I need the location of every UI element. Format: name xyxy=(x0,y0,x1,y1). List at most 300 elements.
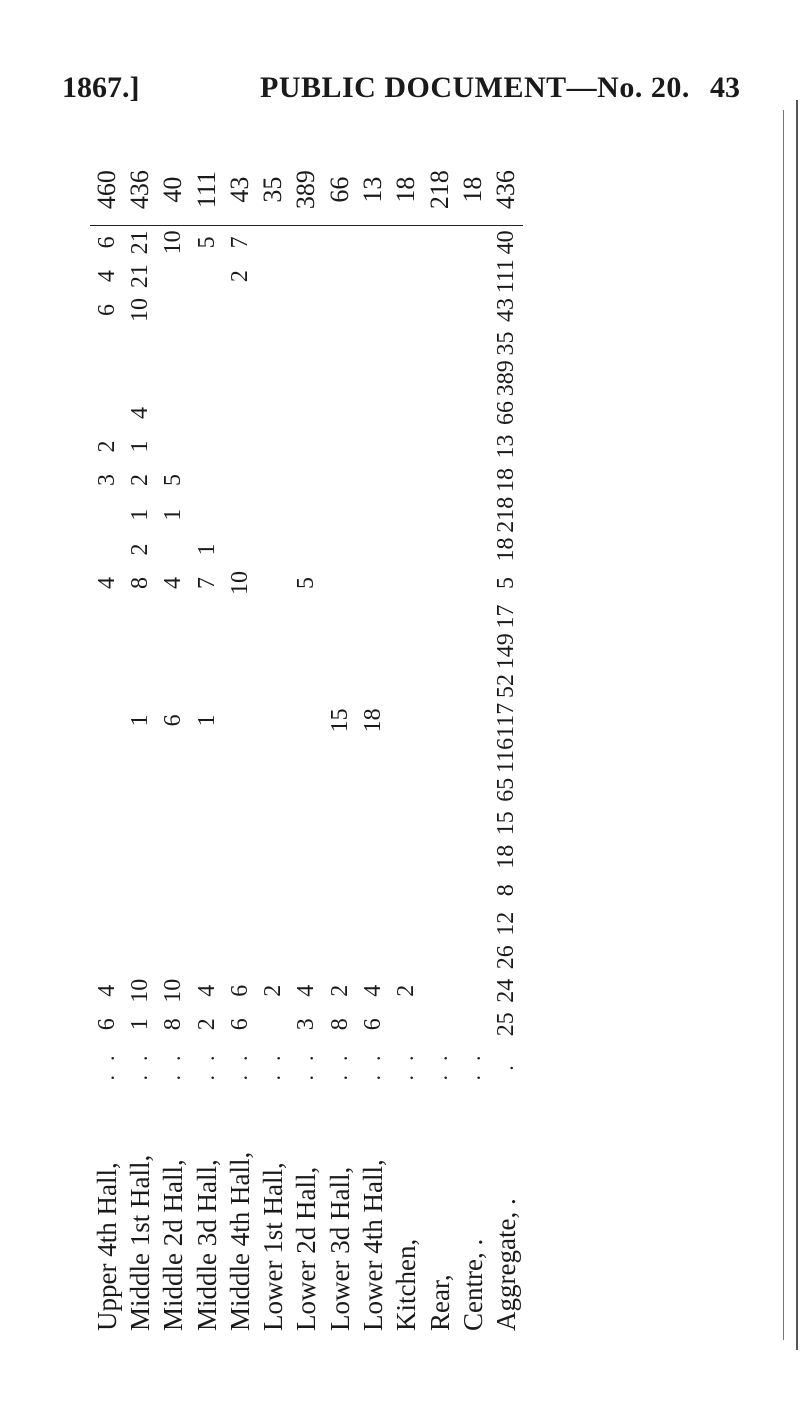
table-cell xyxy=(256,669,289,703)
row-label: Rear, xyxy=(424,1274,455,1331)
table-cell xyxy=(256,907,289,941)
table-cell xyxy=(290,533,323,567)
table-cell: 8 xyxy=(160,1018,187,1031)
table-cell xyxy=(323,738,356,773)
row-label: Kitchen, xyxy=(391,1238,422,1331)
table-cell xyxy=(157,600,190,634)
table-cell xyxy=(390,566,423,600)
table-cell xyxy=(90,907,123,941)
table-row xyxy=(490,155,523,1335)
table-cell xyxy=(157,874,190,908)
table-cell xyxy=(456,497,489,533)
table-cell xyxy=(190,360,223,396)
table-cell xyxy=(157,633,190,669)
table-row xyxy=(356,155,389,1335)
table-cell xyxy=(256,773,289,807)
table-cell: 1 xyxy=(193,543,220,556)
table-cell: 18 xyxy=(493,844,520,869)
row-leader-dots: .. xyxy=(459,1041,485,1081)
table-cell xyxy=(223,463,256,497)
table-cell xyxy=(456,430,489,464)
row-label: Middle 4th Hall, xyxy=(224,1151,255,1331)
table-cell xyxy=(123,669,156,703)
table-cell xyxy=(256,327,289,361)
table-cell xyxy=(323,430,356,464)
table-cell xyxy=(123,327,156,361)
table-cell: 10 xyxy=(126,298,153,323)
table-cell xyxy=(123,840,156,874)
page-header-title: PUBLIC DOCUMENT—No. 20. xyxy=(260,71,690,104)
table-cell: 24 xyxy=(493,978,520,1003)
table-cell xyxy=(390,533,423,567)
table-cell xyxy=(223,360,256,396)
table-cell xyxy=(190,600,223,634)
table-cell xyxy=(157,430,190,464)
row-leader-dots: . xyxy=(493,1051,519,1071)
table-cell xyxy=(356,430,389,464)
table-cell: 111 xyxy=(493,259,520,294)
table-cell: 5 xyxy=(293,577,320,590)
table-cell: 10 xyxy=(126,978,153,1003)
table-cell xyxy=(290,600,323,634)
table-row xyxy=(456,155,489,1335)
table-cell xyxy=(423,430,456,464)
table-cell xyxy=(390,941,423,975)
table-cell: 40 xyxy=(493,230,520,255)
table-cell: 52 xyxy=(493,674,520,699)
table-cell xyxy=(423,566,456,600)
table-cell xyxy=(123,907,156,941)
table-cell xyxy=(256,396,289,430)
table-cell: 2 xyxy=(226,270,253,283)
row-label: Middle 3d Hall, xyxy=(191,1159,222,1331)
table-cell: 1 xyxy=(160,508,187,521)
row-label: Centre, . xyxy=(457,1238,488,1331)
table-cell xyxy=(190,259,223,293)
table-cell xyxy=(90,327,123,361)
table-cell xyxy=(223,633,256,669)
table-cell: 4 xyxy=(93,984,120,997)
table-cell xyxy=(157,907,190,941)
table-cell xyxy=(323,225,356,259)
table-cell xyxy=(390,669,423,703)
table-row xyxy=(290,155,323,1335)
table-cell xyxy=(290,225,323,259)
table-cell xyxy=(157,773,190,807)
table-cell: 21 xyxy=(126,230,153,255)
table-cell xyxy=(390,396,423,430)
row-label: Upper 4th Hall, xyxy=(91,1162,122,1331)
table-cell: 2 xyxy=(326,984,353,997)
row-total: 460 xyxy=(90,155,123,226)
table-cell xyxy=(190,430,223,464)
right-inner-rule xyxy=(783,110,784,1340)
row-leader-dots: .. xyxy=(93,1041,119,1081)
table-row xyxy=(423,155,456,1335)
table-cell: 4 xyxy=(126,407,153,420)
table-cell xyxy=(390,600,423,634)
table-cell xyxy=(223,430,256,464)
table-cell xyxy=(390,327,423,361)
table-cell: 13 xyxy=(493,434,520,459)
table-cell xyxy=(423,463,456,497)
table-cell xyxy=(323,463,356,497)
table-cell xyxy=(423,497,456,533)
table-body xyxy=(90,155,523,1335)
table-cell xyxy=(390,874,423,908)
table-cell xyxy=(423,533,456,567)
table-cell xyxy=(256,360,289,396)
table-cell xyxy=(157,669,190,703)
row-total: 436 xyxy=(123,155,156,226)
table-cell xyxy=(90,874,123,908)
table-cell xyxy=(290,773,323,807)
row-leader-dots: .. xyxy=(126,1041,152,1081)
table-cell xyxy=(256,430,289,464)
table-cell: 5 xyxy=(493,577,520,590)
table-cell xyxy=(190,669,223,703)
table-cell: 1 xyxy=(126,508,153,521)
table-cell xyxy=(423,669,456,703)
row-label: Aggregate, . xyxy=(491,1198,522,1331)
table-cell xyxy=(456,633,489,669)
table-cell xyxy=(323,497,356,533)
table-cell xyxy=(456,327,489,361)
table-cell xyxy=(223,669,256,703)
table-cell xyxy=(356,941,389,975)
table-cell xyxy=(256,259,289,293)
table-cell xyxy=(223,907,256,941)
table-cell: 8 xyxy=(326,1018,353,1031)
table-cell xyxy=(290,396,323,430)
row-total: 436 xyxy=(490,155,523,226)
table-cell xyxy=(190,293,223,327)
row-leader-dots: .. xyxy=(393,1041,419,1081)
table-cell xyxy=(456,840,489,874)
table-cell xyxy=(90,738,123,773)
row-leader-dots: .. xyxy=(260,1041,286,1081)
table-cell xyxy=(123,874,156,908)
table-cell xyxy=(290,907,323,941)
table-cell xyxy=(423,225,456,259)
table-cell xyxy=(256,600,289,634)
table-cell xyxy=(423,874,456,908)
table-cell xyxy=(323,633,356,669)
table-cell xyxy=(223,807,256,841)
table-cell xyxy=(456,874,489,908)
table-cell xyxy=(456,396,489,430)
table-cell xyxy=(423,600,456,634)
row-leader-dots: .. xyxy=(293,1041,319,1081)
table-cell xyxy=(256,566,289,600)
table-cell: 6 xyxy=(226,984,253,997)
table-cell xyxy=(223,396,256,430)
row-total: 218 xyxy=(423,155,456,226)
table-cell xyxy=(356,360,389,396)
table-cell xyxy=(356,259,389,293)
table-cell xyxy=(157,533,190,567)
row-leader-dots: .. xyxy=(226,1041,252,1081)
table-cell: 6 xyxy=(93,304,120,317)
table-cell xyxy=(356,907,389,941)
table-cell xyxy=(323,669,356,703)
table-cell xyxy=(356,840,389,874)
table-cell xyxy=(256,1008,289,1042)
table-cell xyxy=(390,497,423,533)
table-cell xyxy=(90,497,123,533)
table-cell xyxy=(390,463,423,497)
table-cell xyxy=(423,327,456,361)
statistics-table xyxy=(90,155,523,1335)
table-cell xyxy=(223,327,256,361)
row-total: 43 xyxy=(223,155,256,226)
table-cell: 2 xyxy=(260,984,287,997)
table-cell: 4 xyxy=(360,984,387,997)
table-row xyxy=(190,155,223,1335)
table-cell: 8 xyxy=(126,577,153,590)
table-cell xyxy=(223,874,256,908)
table-cell: 116 xyxy=(493,737,520,773)
table-cell xyxy=(90,807,123,841)
table-cell xyxy=(223,600,256,634)
table-cell xyxy=(423,807,456,841)
table-cell: 18 xyxy=(493,537,520,562)
table-cell xyxy=(290,703,323,738)
table-cell xyxy=(256,840,289,874)
table-cell xyxy=(123,633,156,669)
table-cell xyxy=(256,807,289,841)
table-cell xyxy=(323,360,356,396)
table-cell: 6 xyxy=(93,236,120,249)
table-cell xyxy=(190,738,223,773)
row-label: Middle 2d Hall, xyxy=(158,1159,189,1331)
table-cell xyxy=(290,293,323,327)
table-cell xyxy=(356,225,389,259)
table-cell: 18 xyxy=(360,708,387,733)
table-cell xyxy=(323,941,356,975)
table-cell xyxy=(123,941,156,975)
table-cell xyxy=(356,463,389,497)
table-cell xyxy=(157,259,190,293)
table-cell xyxy=(390,430,423,464)
table-cell xyxy=(390,738,423,773)
table-cell xyxy=(190,396,223,430)
table-cell xyxy=(323,907,356,941)
table-cell xyxy=(423,1008,456,1042)
table-row xyxy=(323,155,356,1335)
table-cell: 2 xyxy=(126,543,153,556)
table-cell xyxy=(190,327,223,361)
table-cell: 43 xyxy=(493,298,520,323)
table-cell xyxy=(456,463,489,497)
table-cell xyxy=(356,738,389,773)
table-cell xyxy=(390,840,423,874)
table-cell: 6 xyxy=(360,1018,387,1031)
table-cell: 18 xyxy=(493,468,520,493)
table-cell xyxy=(423,941,456,975)
table-cell: 389 xyxy=(493,360,520,397)
row-total: 40 xyxy=(157,155,190,226)
table-cell: 2 xyxy=(393,984,420,997)
right-border-rule xyxy=(796,100,798,1350)
table-cell: 5 xyxy=(160,474,187,487)
table-cell xyxy=(423,738,456,773)
row-total: 389 xyxy=(290,155,323,226)
row-leader-dots: .. xyxy=(193,1041,219,1081)
table-cell xyxy=(390,633,423,669)
table-cell xyxy=(123,773,156,807)
table-cell xyxy=(356,566,389,600)
table-cell xyxy=(90,600,123,634)
table-cell xyxy=(456,259,489,293)
table-cell xyxy=(323,600,356,634)
table-cell xyxy=(456,807,489,841)
table-cell xyxy=(256,497,289,533)
table-cell: 218 xyxy=(493,496,520,533)
table-cell xyxy=(456,738,489,773)
table-cell xyxy=(256,533,289,567)
table-cell xyxy=(423,396,456,430)
table-cell: 8 xyxy=(493,884,520,897)
table-cell xyxy=(290,633,323,669)
table-cell xyxy=(290,669,323,703)
table-cell: 4 xyxy=(193,984,220,997)
table-cell xyxy=(290,738,323,773)
table-cell: 21 xyxy=(126,264,153,289)
table-cell: 4 xyxy=(93,577,120,590)
table-cell xyxy=(390,225,423,259)
table-cell xyxy=(256,874,289,908)
table-cell xyxy=(190,840,223,874)
table-cell xyxy=(456,533,489,567)
table-cell: 4 xyxy=(293,984,320,997)
row-leader-dots: .. xyxy=(160,1041,186,1081)
table-cell xyxy=(323,807,356,841)
table-cell: 149 xyxy=(493,633,520,670)
table-cell xyxy=(90,396,123,430)
table-cell xyxy=(256,738,289,773)
row-label: Middle 1st Hall, xyxy=(124,1154,155,1331)
table-cell xyxy=(356,497,389,533)
table-cell: 7 xyxy=(226,236,253,249)
table-cell xyxy=(190,463,223,497)
table-cell xyxy=(456,703,489,738)
table-cell xyxy=(223,840,256,874)
table-cell xyxy=(423,974,456,1008)
table-cell xyxy=(223,941,256,975)
table-cell xyxy=(323,566,356,600)
table-cell xyxy=(390,773,423,807)
table-cell xyxy=(190,633,223,669)
table-cell xyxy=(390,259,423,293)
table-cell xyxy=(323,327,356,361)
table-cell xyxy=(423,360,456,396)
table-cell xyxy=(356,600,389,634)
table-cell: 2 xyxy=(193,1018,220,1031)
table-cell: 1 xyxy=(126,714,153,727)
table-cell xyxy=(390,703,423,738)
table-cell xyxy=(123,807,156,841)
table-cell xyxy=(90,703,123,738)
table-cell xyxy=(123,738,156,773)
table-cell xyxy=(323,396,356,430)
table-cell xyxy=(290,840,323,874)
table-cell xyxy=(90,773,123,807)
table-cell xyxy=(90,360,123,396)
table-cell xyxy=(356,533,389,567)
table-cell: 117 xyxy=(493,702,520,738)
table-cell xyxy=(223,533,256,567)
table-cell: 2 xyxy=(126,474,153,487)
table-cell xyxy=(423,259,456,293)
table-cell xyxy=(90,669,123,703)
table-cell xyxy=(323,773,356,807)
row-label: Lower 3d Hall, xyxy=(324,1166,355,1331)
table-cell xyxy=(290,327,323,361)
table-cell xyxy=(190,773,223,807)
table-cell xyxy=(90,633,123,669)
table-cell xyxy=(157,327,190,361)
table-cell xyxy=(323,874,356,908)
table-cell: 6 xyxy=(93,1018,120,1031)
table-cell xyxy=(223,703,256,738)
table-cell xyxy=(456,600,489,634)
table-cell: 15 xyxy=(493,811,520,836)
table-cell xyxy=(256,293,289,327)
table-cell xyxy=(290,360,323,396)
table-row xyxy=(157,155,190,1335)
table-cell: 4 xyxy=(93,270,120,283)
table-cell xyxy=(356,773,389,807)
table-cell xyxy=(190,497,223,533)
table-cell xyxy=(423,633,456,669)
table-cell xyxy=(356,669,389,703)
table-row xyxy=(223,155,256,1335)
table-cell xyxy=(456,773,489,807)
table-cell xyxy=(256,225,289,259)
rotated-table-wrapper xyxy=(90,115,522,1335)
table-cell xyxy=(323,840,356,874)
table-cell xyxy=(256,463,289,497)
table-cell xyxy=(423,293,456,327)
table-cell xyxy=(456,566,489,600)
table-cell: 1 xyxy=(126,1018,153,1031)
table-cell xyxy=(256,633,289,669)
row-leader-dots: .. xyxy=(360,1041,386,1081)
table-cell: 66 xyxy=(493,401,520,426)
table-cell: 5 xyxy=(193,236,220,249)
table-cell xyxy=(423,907,456,941)
table-cell xyxy=(356,327,389,361)
table-cell xyxy=(390,360,423,396)
table-cell xyxy=(223,773,256,807)
table-cell: 2 xyxy=(93,440,120,453)
table-cell xyxy=(356,293,389,327)
table-cell xyxy=(356,807,389,841)
table-cell xyxy=(290,463,323,497)
table-row xyxy=(256,155,289,1335)
row-total: 35 xyxy=(256,155,289,226)
row-label: Lower 2d Hall, xyxy=(291,1166,322,1331)
row-leader-dots: .. xyxy=(326,1041,352,1081)
table-cell xyxy=(456,1008,489,1042)
table-cell xyxy=(190,907,223,941)
table-cell: 7 xyxy=(193,577,220,590)
table-cell xyxy=(90,941,123,975)
table-cell xyxy=(157,360,190,396)
row-total: 111 xyxy=(190,155,223,226)
table-cell xyxy=(157,941,190,975)
